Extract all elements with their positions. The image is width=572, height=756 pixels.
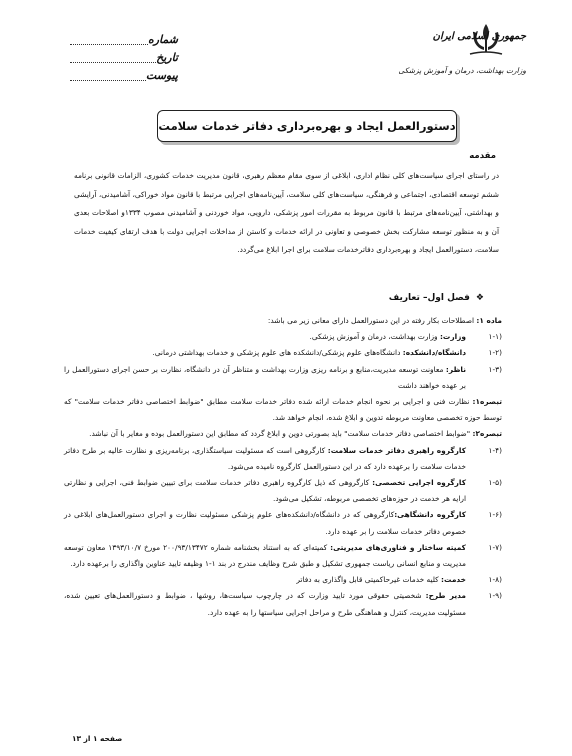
number-field (70, 34, 148, 45)
item-text: کلیه خدمات غیرحاکمیتی قابل واگذاری به دفاتر (296, 575, 442, 585)
item-number: ۱-۵) (488, 478, 502, 488)
section-heading (389, 293, 484, 303)
definition-item (64, 362, 502, 394)
item-number: ۱-۲) (488, 348, 502, 358)
item-number: ۱-۳) (488, 364, 502, 374)
ministry-header (398, 30, 526, 76)
item-term: مدیر طرح: (425, 591, 466, 601)
item-number: ۱-۸) (488, 575, 502, 585)
item-number: ۱-۶) (488, 510, 502, 520)
date-row (66, 48, 178, 66)
item-number: ۱-۴) (488, 445, 502, 455)
attachment-field (70, 70, 146, 81)
item-term: کارگروه اجرایی تخصصی: (372, 478, 467, 488)
item-text: کارگروهی که ذیل کارگروه راهبری دفاتر خدمات سلامت برای تبیین ضوابط فنی، اجرایی و نظارتی ارایه هر خدمت در حوزه‌های تخصصی مربوطه، تشکیل می‌شود. (64, 478, 466, 504)
intro-paragraph: در راستای اجرای سیاست‌های کلی نظام اداری، ابلاغی از سوی مقام معظم رهبری، قانون مدیریت خدمات کشوری، الزامات قانونی برنامه ششم توسعه اقتصادی، اجتماعی و فرهنگی، سیاست‌های کلی سلامت، آیین‌نامه‌های اجرایی مرتبط با قانون مواد خوراکی، آشامیدنی، آرایشی و بهداشتی، آیین‌نامه‌های مرتبط با قانون مربوط به مقررات امور پزشکی، دارویی، مواد خوردنی و آشامیدنی مصوب ۱۳۳۴و اصلاحات بعدی آن و به منظور توسعه مشارکت بخش خصوصی و تعاونی در ارائه خدمات و کاستن از مداخلات اجرایی دولت با هدف ارتقای کیفیت خدمات سلامت، دستورالعمل ایجاد و بهره‌برداری دفاترخدمات سلامت برای اجرا ابلاغ می‌گردد. (74, 171, 499, 255)
item-text: دانشگاه‌های علوم پزشکی/دانشکده های علوم پزشکی و خدمات بهداشتی درمانی. (152, 348, 403, 358)
note-text: "ضوابط اختصاصی دفاتر خدمات سلامت" باید بصورتی دوین و ابلاغ گردد که مطابق این دستورالعمل بوده و مغایر با آن نباشد. (89, 429, 473, 439)
definition-item (64, 588, 502, 620)
item-term: کمیته ساختار و فناوری‌های مدیریتی: (330, 542, 466, 552)
diamond-bullet-icon: ❖ (475, 293, 484, 303)
item-text: کارگروهی که در دانشگاه/دانشکده‌های علوم پزشکی مسئولیت نظارت و اجرای دستورالعمل‌های ابلاغی در خصوص دفاتر خدمات سلامت را بر عهده دارد. (64, 510, 466, 536)
ministry-line2: وزارت بهداشت، درمان و آموزش پزشکی (398, 66, 526, 75)
intro-heading: مقدمه (469, 151, 496, 161)
ministry-line1: جمهوری اسلامی ایران (432, 31, 526, 42)
date-field (70, 52, 156, 63)
page-number: صفحه ۱ از ۱۳ (72, 734, 123, 743)
definition-item (64, 345, 502, 361)
item-text: معاونت توسعه مدیریت،منابع و برنامه ریزی وزارت بهداشت و متناظر آن در دانشگاه، نظارت بر حسن اجرای دستورالعمل را بر عهده خواهند داشت (64, 364, 466, 390)
definitions-body (64, 313, 502, 621)
definition-item (64, 507, 502, 539)
item-text: کارگروهی است که مسئولیت سیاستگذاری، برنامه‌ریزی و نظارت عالیه بر طرح دفاتر خدمات سلامت را برعهده دارد که در این دستورالعمل کارگروه نامیده می‌شود. (64, 445, 466, 471)
article-1 (64, 313, 502, 329)
definition-item (64, 443, 502, 475)
article-text: اصطلاحات بکار رفته در این دستورالعمل دارای معانی زیر می باشد: (267, 316, 477, 325)
item-term: دانشگاه/دانشکده: (402, 348, 466, 358)
item-text: وزارت بهداشت، درمان و آموزش پزشکی. (309, 332, 440, 342)
article-label: ماده ۱: (476, 316, 502, 325)
definition-item (64, 572, 502, 588)
note-1 (64, 394, 502, 426)
definition-item (64, 475, 502, 507)
letter-meta (66, 30, 178, 84)
attachment-label: پیوست (145, 68, 178, 82)
document-title: دستورالعمل ایجاد و بهره‌برداری دفاتر خدمات سلامت (158, 119, 456, 133)
definition-item (64, 329, 502, 345)
item-term: ناظر: (445, 364, 466, 374)
item-text: کمیته‌ای که به استناد بخشنامه شماره ۲۰۰/۹۳/۱۳۴۷۲ مورخ ۱۳۹۳/۱۰/۷ معاون توسعه مدیریت و منابع انسانی ریاست جمهوری تشکیل و طبق شرح وظایف مندرج در بند ۱-۱ وظیفه تایید عناوین واگذاری را برعهده دارد. (64, 542, 466, 569)
note-label: تبصره۱: (472, 397, 502, 407)
attachment-row (66, 66, 178, 84)
note-2 (64, 426, 502, 442)
title-box (157, 110, 457, 142)
item-text: شخصیتی حقوقی مورد تایید وزارت که در چارچوب سیاست‌ها، روشها ، ضوابط و دستورالعمل‌های تعیین شده، مسئولیت مدیریت، کنترل و هماهنگی طرح و مراحل اجرایی سیاستها را به عهده دارد. (64, 591, 466, 617)
number-row (66, 30, 178, 48)
item-term: وزارت: (439, 332, 466, 342)
item-term: کارگروه راهبری دفاتر خدمات سلامت: (327, 445, 466, 455)
note-label: تبصره۲: (472, 429, 502, 439)
item-term: خدمت: (441, 575, 466, 585)
note-text: نظارت فنی و اجرایی بر نحوه انجام خدمات ارائه شده دفاتر خدمات سلامت مطابق "ضوابط اختصاصی دفاتر خدمات سلامت" که توسط حوزه تخصصی معاونت مربوطه تدوین و ابلاغ شده، انجام خواهد شد. (64, 397, 502, 423)
item-term: کارگروه دانشگاهی: (394, 510, 467, 520)
definition-item (64, 540, 502, 572)
number-label: شماره (147, 32, 178, 46)
item-number: ۱-۹) (488, 591, 502, 601)
date-label: تاریخ (156, 50, 178, 64)
item-number: ۱-۷) (488, 542, 502, 552)
section-title: فصل اول– تعاریف (388, 293, 470, 303)
item-number: ۱-۱) (488, 332, 502, 342)
